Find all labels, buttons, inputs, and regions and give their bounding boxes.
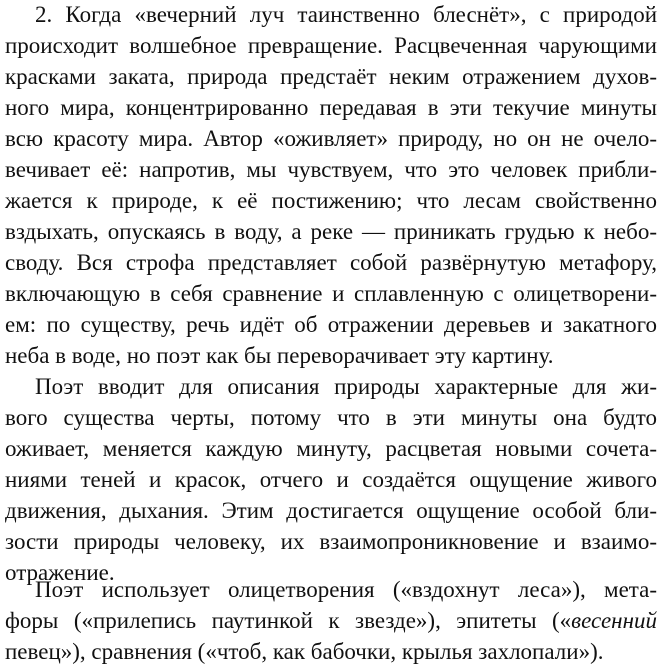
text-line: всю красоту мира. Автор «оживляет» природу, но он не очело- xyxy=(5,126,657,151)
text-line: вечивает её: напротив, мы чувствуем, что это человек прибли- xyxy=(5,157,657,182)
text-line: красками заката, природа предстаёт неким отражением духов- xyxy=(5,64,657,89)
text-line: зости природы человеку, их взаимопроникновение и взаимо- xyxy=(5,529,657,554)
text-line: вздыхать, опускаясь в воду, а реке — приникать грудью к небо- xyxy=(5,219,657,244)
text-line: 2. Когда «вечерний луч таинственно блеснёт», с природой xyxy=(35,2,657,27)
text-line xyxy=(5,606,657,636)
text-line: Поэт вводит для описания природы характерные для жи- xyxy=(35,374,657,399)
text-line: жается к природе, к её постижению; что лесам свойственно xyxy=(5,188,657,213)
text-line: неба в воде, но поэт как бы переворачивает эту картину. xyxy=(5,343,554,368)
text-line: певец»), сравнения («чтоб, как бабочки, крылья захлопали»). xyxy=(5,639,604,664)
text-line: происходит волшебное превращение. Расцвеченная чарующими xyxy=(5,33,657,58)
text-line: ем: по существу, речь идёт об отражении деревьев и закатного xyxy=(5,312,657,337)
text-line: Поэт использует олицетворения («вздохнут леса»), мета- xyxy=(35,577,657,602)
text-line: ниями теней и красок, отчего и создаётся ощущение живого xyxy=(5,467,657,492)
text-line: своду. Вся строфа представляет собой развёрнутую метафору, xyxy=(5,250,657,275)
text-line: движения, дыхания. Этим достигается ощущение особой бли- xyxy=(5,498,657,523)
text-segment: форы («прилепись паутинкой к звезде»), эпитеты (« xyxy=(5,608,572,633)
text-line: вого существа черты, потому что в эти минуты она будто xyxy=(5,405,657,430)
text-line: отражение. xyxy=(5,560,115,585)
italic-text: весенний xyxy=(571,608,657,633)
text-line: включающую в себя сравнение и сплавленную с олицетворени- xyxy=(5,281,657,306)
text-line: оживает, меняется каждую минуту, расцветая новыми сочета- xyxy=(5,436,657,461)
text-line: ного мира, концентрированно передавая в эти текучие минуты xyxy=(5,95,657,120)
